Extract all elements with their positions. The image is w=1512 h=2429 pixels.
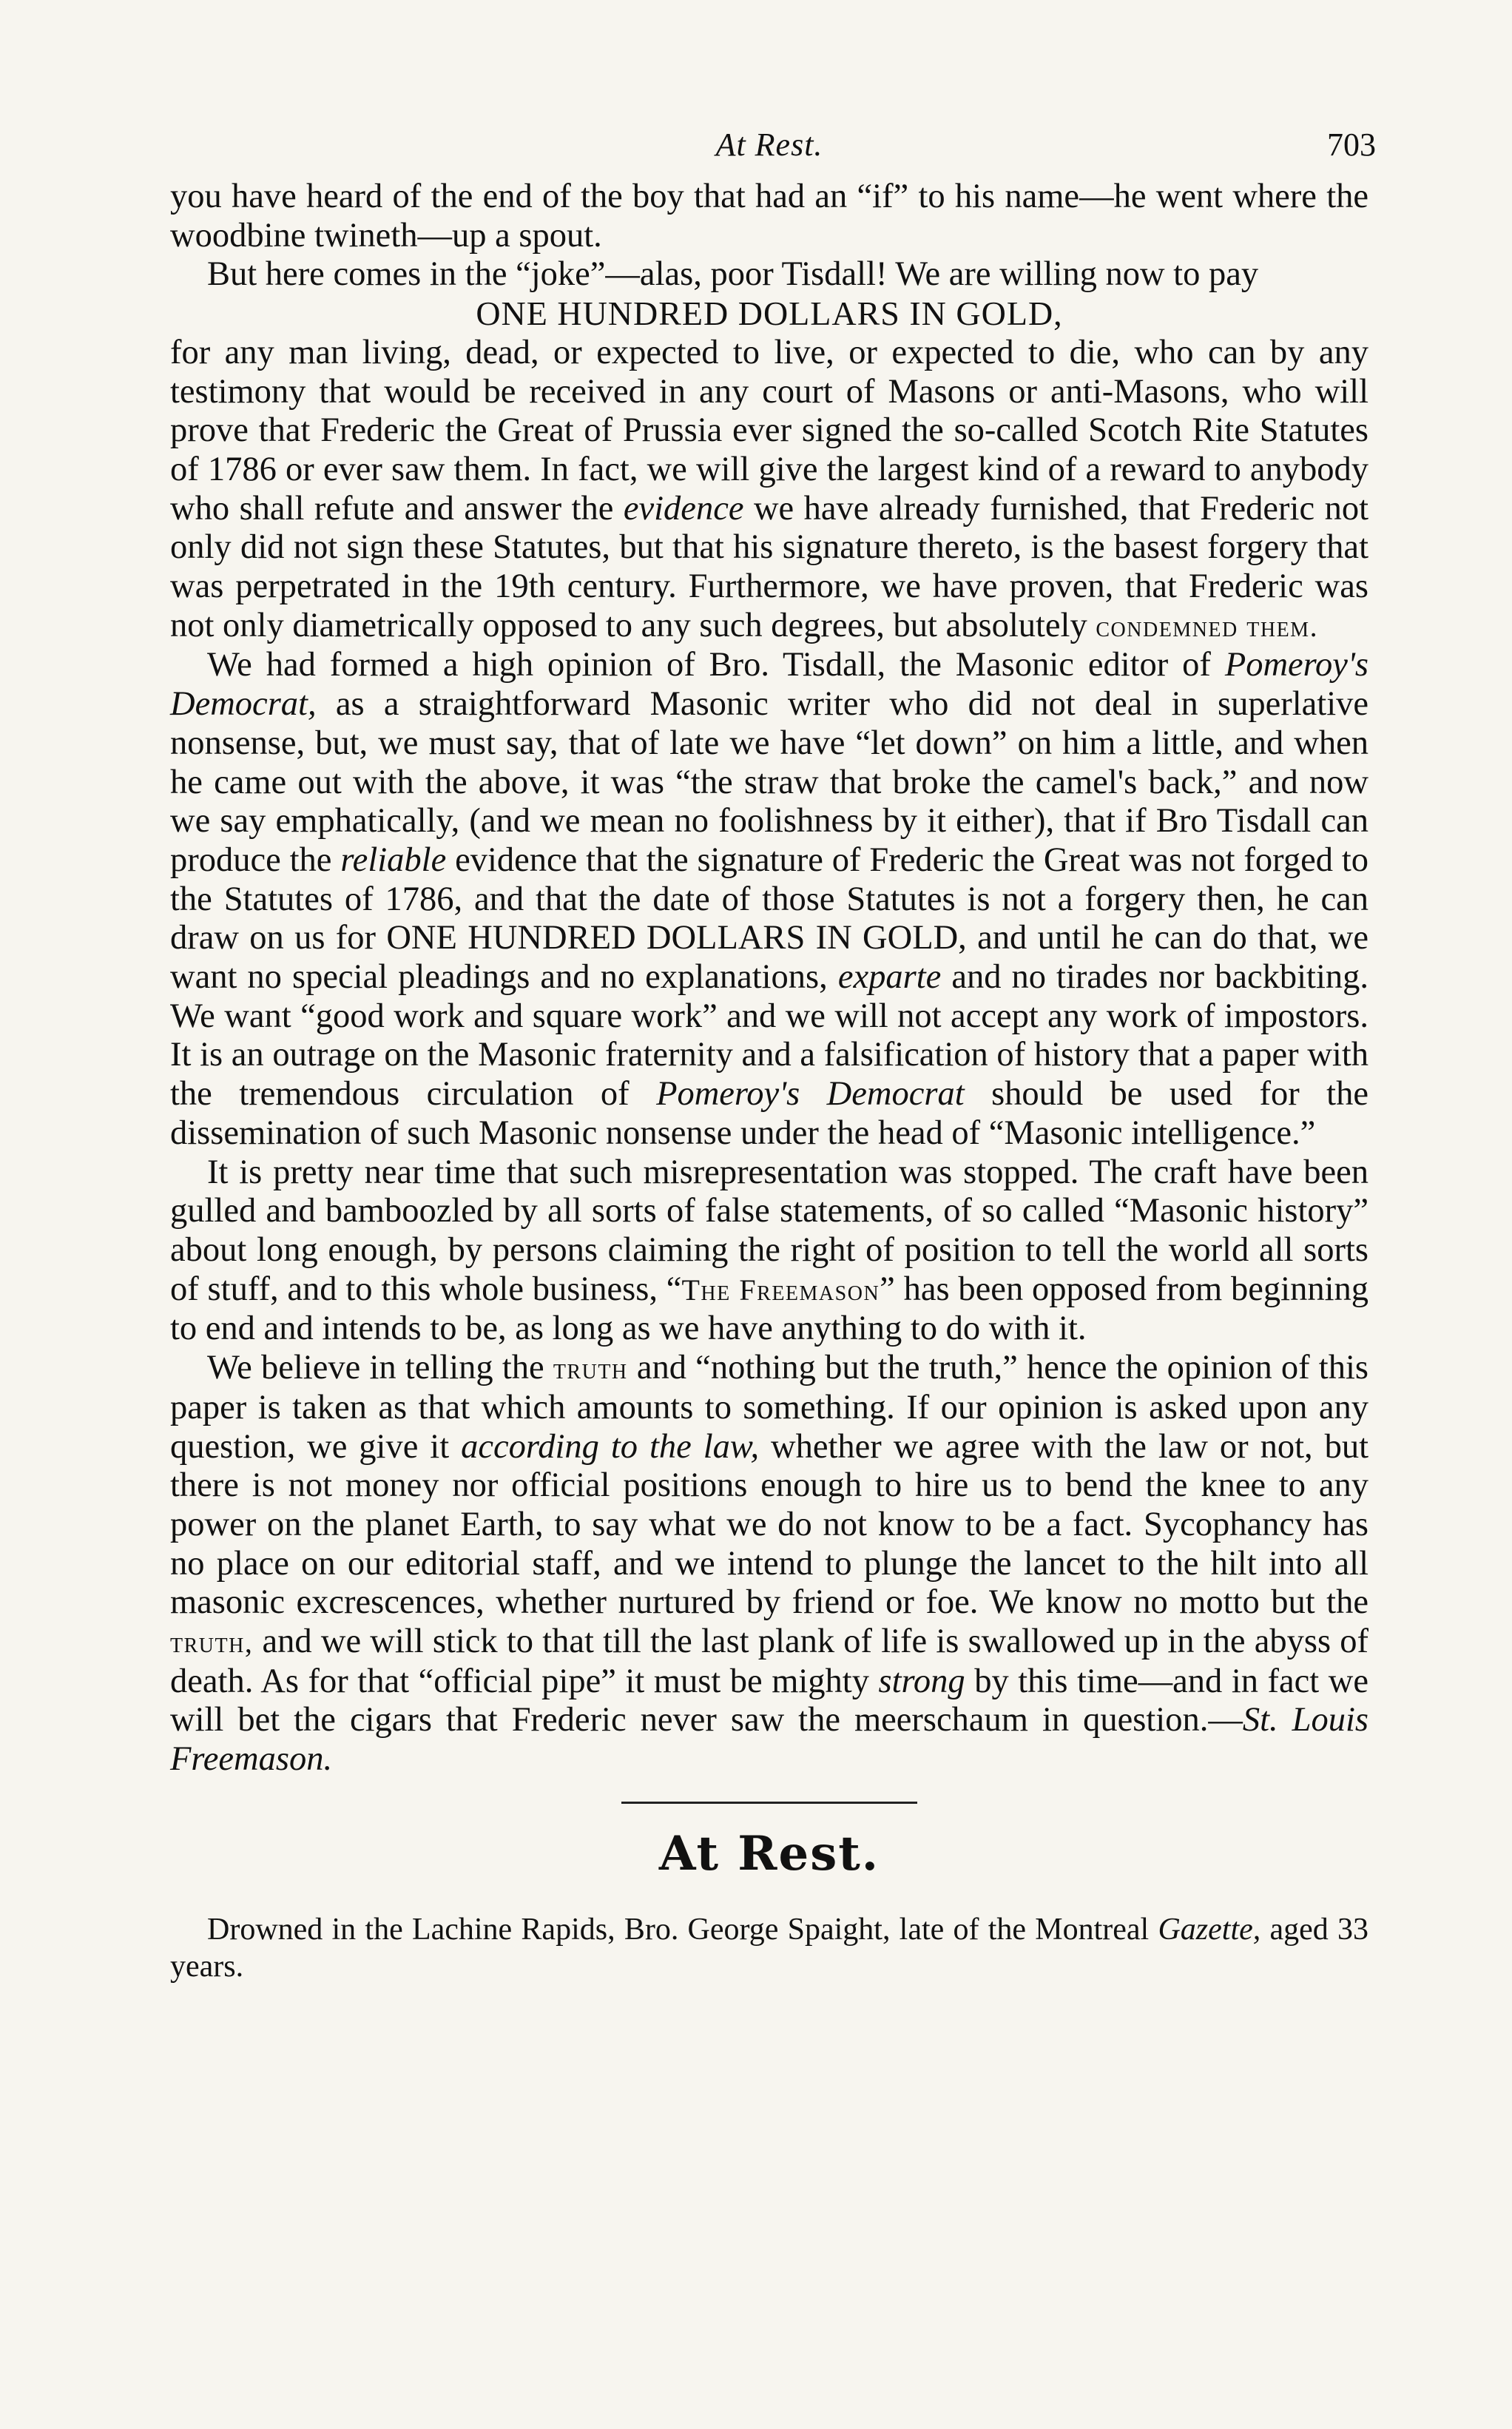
paragraph-5	[170, 1153, 1368, 1350]
truth-smallcaps-1: truth	[553, 1352, 628, 1386]
running-head: At Rest.	[715, 127, 823, 163]
paragraph-3-text-b: we have already furnished, that Frederic not only did not sign these Statutes, but that his signature thereto, is the basest forgery that was perpetrated in the 19th century. Furthermore, we have proven, that Frederic was not only diametrically opposed to any such degrees, but absolutely	[170, 489, 1368, 644]
paragraph-1	[170, 178, 1368, 255]
obituary-notice-text-a: Drowned in the Lachine Rapids, Bro. George Spaight, late of the Montreal	[207, 1912, 1158, 1947]
obituary-notice-text-b: aged 33 years.	[170, 1912, 1368, 1984]
paragraph-6-text-a: We believe in telling the	[207, 1349, 553, 1387]
page	[170, 126, 1376, 1985]
paragraph-4-text-e: should be used for the dissemination of such Masonic nonsense under the head of “Masonic intelligence.”	[170, 1075, 1368, 1152]
paragraph-4-text-c: evidence that the signature of Frederic the Great was not forged to the Statutes of 1786, and that the date of those Statutes is not a forgery then, he can draw on us for ONE HUNDRED DOLLARS IN GOLD, and until he can do that, we want no special pleadings and no explanations,	[170, 840, 1368, 997]
source-attribution: St. Louis Freemason.	[170, 1701, 1368, 1779]
paragraph-6-text-d: and we will stick to that till the last plank of life is swallowed up in the abyss of death. As for that “official pipe” it must be mighty	[170, 1623, 1368, 1700]
paragraph-4-text-d: and no tirades nor backbiting. We want “good work and square work” and we will not accept any work of impostors. It is an outrage on the Masonic fraternity and a falsification of history that a paper with the tremendous circulation of	[170, 958, 1368, 1114]
evidence-emphasis: evidence	[623, 489, 744, 528]
exparte-emphasis: exparte	[837, 958, 942, 997]
paragraph-6	[170, 1349, 1368, 1779]
paragraph-5-text-b: ” has been opposed from beginning to end and intends to be, as long as we have anything to do with it.	[170, 1270, 1368, 1348]
paragraph-5-text-a: It is pretty near time that such misrepresentation was stopped. The craft have been gulled and bamboozled by all sorts of false statements, of so called “Masonic history” about long enough, by persons claiming the right of position to tell the world all sorts of stuff, and to this whole business, “	[170, 1153, 1368, 1308]
strong-emphasis: strong	[878, 1662, 965, 1700]
paragraph-4	[170, 646, 1368, 1153]
paragraph-6-text-e: by this time—and in fact we will bet the cigars that Frederic never saw the meerschaum in question.—	[170, 1662, 1368, 1739]
paragraph-4-text-b: as a straightforward Masonic writer who did not deal in superlative nonsense, but, we must say, that of late we have “let down” on him a little, and when he came out with the above, it was “the straw that broke the camel's back,” and now we say emphatically, (and we mean no foolishness by it either), that if Bro Tisdall can produce the	[170, 685, 1368, 879]
paragraph-3-text-a: for any man living, dead, or expected to live, or expected to die, who can by any testimony that would be received in any court of Masons or anti-Masons, who will prove that Frederic the Great of Prussia ever signed the so-called Scotch Rite Statutes of 1786 or ever saw them. In fact, we will give the largest kind of a reward to anybody who shall refute and answer the	[170, 333, 1368, 528]
gazette-title: Gazette,	[1158, 1912, 1261, 1947]
paragraph-2	[170, 255, 1368, 294]
section-title: At Rest.	[658, 1825, 880, 1881]
pomeroys-democrat-title-2: Pomeroy's Democrat	[656, 1075, 965, 1114]
paragraph-1-text: you have heard of the end of the boy that had an “if” to his name—he went where the woodbine twineth—up a spout.	[170, 178, 1368, 255]
the-freemason-smallcaps: The Freemason	[681, 1273, 880, 1307]
page-number: 703	[1327, 127, 1376, 163]
paragraph-4-text-a: We had formed a high opinion of Bro. Tisdall, the Masonic editor of	[207, 646, 1225, 684]
obituary-notice	[170, 1911, 1368, 1985]
reward-offer-line: ONE HUNDRED DOLLARS IN GOLD,	[476, 294, 1063, 333]
page-header	[170, 126, 1376, 178]
according-to-the-law-emphasis: according to the law,	[461, 1427, 760, 1466]
paragraph-2-text: But here comes in the “joke”—alas, poor Tisdall! We are willing now to pay	[207, 255, 1259, 294]
paragraph-6-text-b: and “nothing but the truth,” hence the opinion of this paper is taken as that which amounts to something. If our opinion is asked upon any question, we give it	[170, 1349, 1368, 1466]
pomeroys-democrat-title-1: Pomeroy's Democrat,	[170, 646, 1368, 724]
truth-smallcaps-2: truth,	[170, 1625, 254, 1660]
paragraph-3	[170, 334, 1368, 647]
section-divider	[621, 1802, 917, 1804]
condemned-them-smallcaps: condemned them.	[1096, 609, 1319, 643]
reliable-emphasis: reliable	[340, 840, 447, 879]
paragraph-6-text-c: whether we agree with the law or not, but there is not money nor official positions enough to hire us to bend the knee to any power on the planet Earth, to say what we do not know to be a fact. Sycophancy has no place on our editorial staff, and we intend to plunge the lancet to the hilt into all masonic excrescences, whether nurtured by friend or foe. We know no motto but the	[170, 1427, 1368, 1622]
article-body	[170, 178, 1368, 1779]
